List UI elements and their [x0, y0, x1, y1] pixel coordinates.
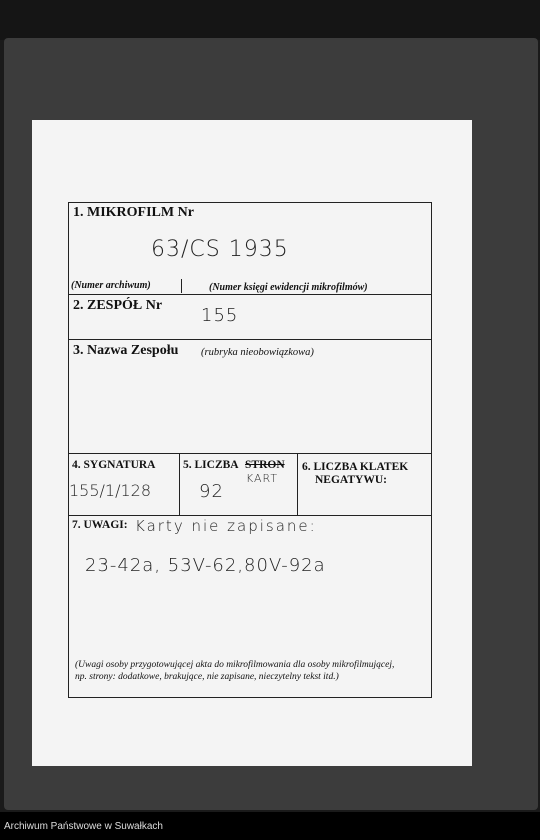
- footnote-line-2: np. strony: dodatkowe, brakujące, nie zapisane, nieczytelny tekst itd.): [75, 672, 339, 682]
- numer-ksiegi-label: (Numer księgi ewidencji mikrofilmów): [209, 282, 368, 293]
- archive-footer: [0, 812, 540, 840]
- liczba-kart-handwritten: KART: [246, 472, 279, 485]
- row-divider: [69, 515, 431, 516]
- microfilm-form: [68, 202, 432, 698]
- nazwa-zespolu-note: (rubryka nieobowiązkowa): [201, 347, 314, 358]
- sygnatura-label: 4. SYGNATURA: [72, 459, 156, 471]
- liczba-stron-struck: STRON: [245, 459, 285, 471]
- zespol-value: 155: [201, 305, 239, 326]
- row-divider: [69, 339, 431, 340]
- liczba-value: 92: [199, 481, 224, 502]
- uwagi-line-1: Karty nie zapisane:: [135, 517, 317, 535]
- negatywu-label: NEGATYWU:: [315, 474, 387, 486]
- liczba-klatek-label: 6. LICZBA KLATEK: [302, 461, 409, 473]
- column-divider: [179, 453, 180, 515]
- row-divider: [69, 453, 431, 454]
- liczba-label: 5. LICZBA: [183, 459, 239, 471]
- mikrofilm-label: 1. MIKROFILM Nr: [73, 205, 194, 220]
- archiwum-separator: [181, 279, 182, 293]
- mikrofilm-value: 63/CS 1935: [151, 237, 289, 262]
- nazwa-zespolu-label: 3. Nazwa Zespołu: [73, 343, 179, 358]
- footnote-line-1: (Uwagi osoby przygotowującej akta do mikrofilmowania dla osoby mikrofilmującej,: [75, 660, 395, 670]
- column-divider: [297, 453, 298, 515]
- film-strip-top: [0, 0, 540, 40]
- footnote: [75, 659, 427, 683]
- sygnatura-value: 155/1/128: [69, 481, 152, 500]
- uwagi-label: 7. UWAGI:: [72, 519, 128, 531]
- zespol-label: 2. ZESPÓŁ Nr: [73, 298, 163, 313]
- numer-archiwum-label: (Numer archiwum): [71, 280, 151, 291]
- archive-name: Archiwum Państwowe w Suwałkach: [4, 821, 163, 832]
- uwagi-line-2: 23-42a, 53V-62,80V-92a: [85, 555, 326, 576]
- row-divider: [69, 294, 431, 295]
